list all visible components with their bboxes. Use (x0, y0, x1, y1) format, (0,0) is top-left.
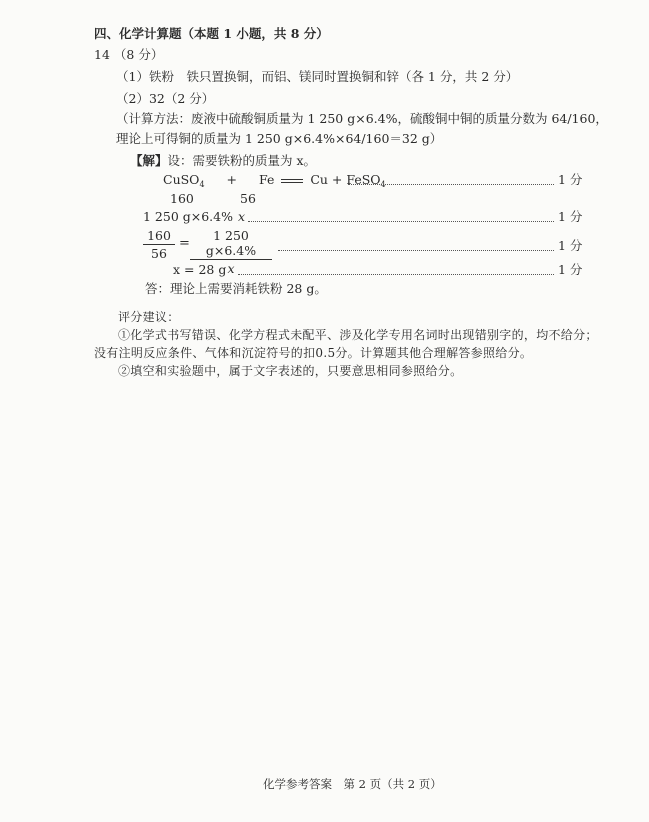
page-footer: 化学参考答案 第 2 页（共 2 页） (263, 777, 442, 791)
grading-item1-line2: 没有注明反应条件、气体和沉淀符号的扣0.5分。计算题其他合理解答参照给分。 (94, 346, 533, 360)
section-title: 四、化学计算题（本题 1 小题，共 8 分） (94, 26, 329, 41)
final-answer: 答：理论上需要消耗铁粉 28 g。 (145, 281, 327, 296)
question-number: 14 (94, 47, 110, 62)
given-mass: 1 250 g×6.4% (143, 209, 233, 224)
dot-leader-4 (238, 274, 554, 275)
fraction-left-numerator: 160 (147, 228, 171, 243)
points-1: 1 分 (558, 172, 583, 187)
points-3: 1 分 (558, 238, 583, 253)
dot-leader-1 (348, 184, 554, 185)
solution-intro-text: 设：需要铁粉的质量为 x。 (167, 153, 317, 168)
fraction-left-denominator: 56 (151, 246, 167, 261)
points-2: 1 分 (558, 209, 583, 224)
plus-sign: + (226, 172, 237, 187)
reactant-cuso4: CuSO$_4$ (163, 172, 205, 189)
reaction-arrow (281, 177, 303, 185)
answer-part1: （1）铁粉 铁只置换铜，而铝、镁同时置换铜和锌（各 1 分，共 2 分） (116, 69, 519, 84)
question-header (94, 47, 163, 63)
result: x = 28 g (173, 262, 227, 277)
dot-leader-2 (248, 221, 554, 222)
reactant-fe: Fe (258, 172, 275, 187)
grading-item2: ②填空和实验题中，属于文字表述的，只要意思相同参照给分。 (118, 364, 463, 378)
grading-title: 评分建议： (118, 310, 180, 324)
solution-tag: 【解】 (130, 153, 168, 168)
molar-mass-cuso4: 160 (170, 191, 194, 206)
equals-sign: = (179, 236, 190, 251)
method-line1: （计算方法：废液中硫酸铜质量为 1 250 g×6.4%，硫酸铜中铜的质量分数为 64/160， (116, 111, 608, 126)
grading-item1-line1: ①化学式书写错误、化学方程式未配平、涉及化学专用名词时出现错别字的，均不给分； (118, 328, 598, 342)
solution-intro (130, 153, 316, 169)
products: Cu + FeSO$_4$ (310, 172, 386, 189)
method-line2: 理论上可得铜的质量为 1 250 g×6.4%×64/160＝32 g） (116, 131, 443, 146)
fraction-right-denominator: x (227, 261, 235, 276)
fraction-right-numerator: 1 250 g×6.4% (205, 228, 257, 258)
reaction-equation (163, 172, 386, 193)
molar-mass-fe: 56 (240, 191, 256, 206)
fraction-left (143, 228, 175, 261)
unknown-x: x (238, 209, 246, 224)
question-score: （8 分） (113, 47, 164, 62)
points-4: 1 分 (558, 262, 583, 277)
answer-part2: （2）32（2 分） (116, 91, 215, 106)
dot-leader-3 (278, 250, 554, 251)
